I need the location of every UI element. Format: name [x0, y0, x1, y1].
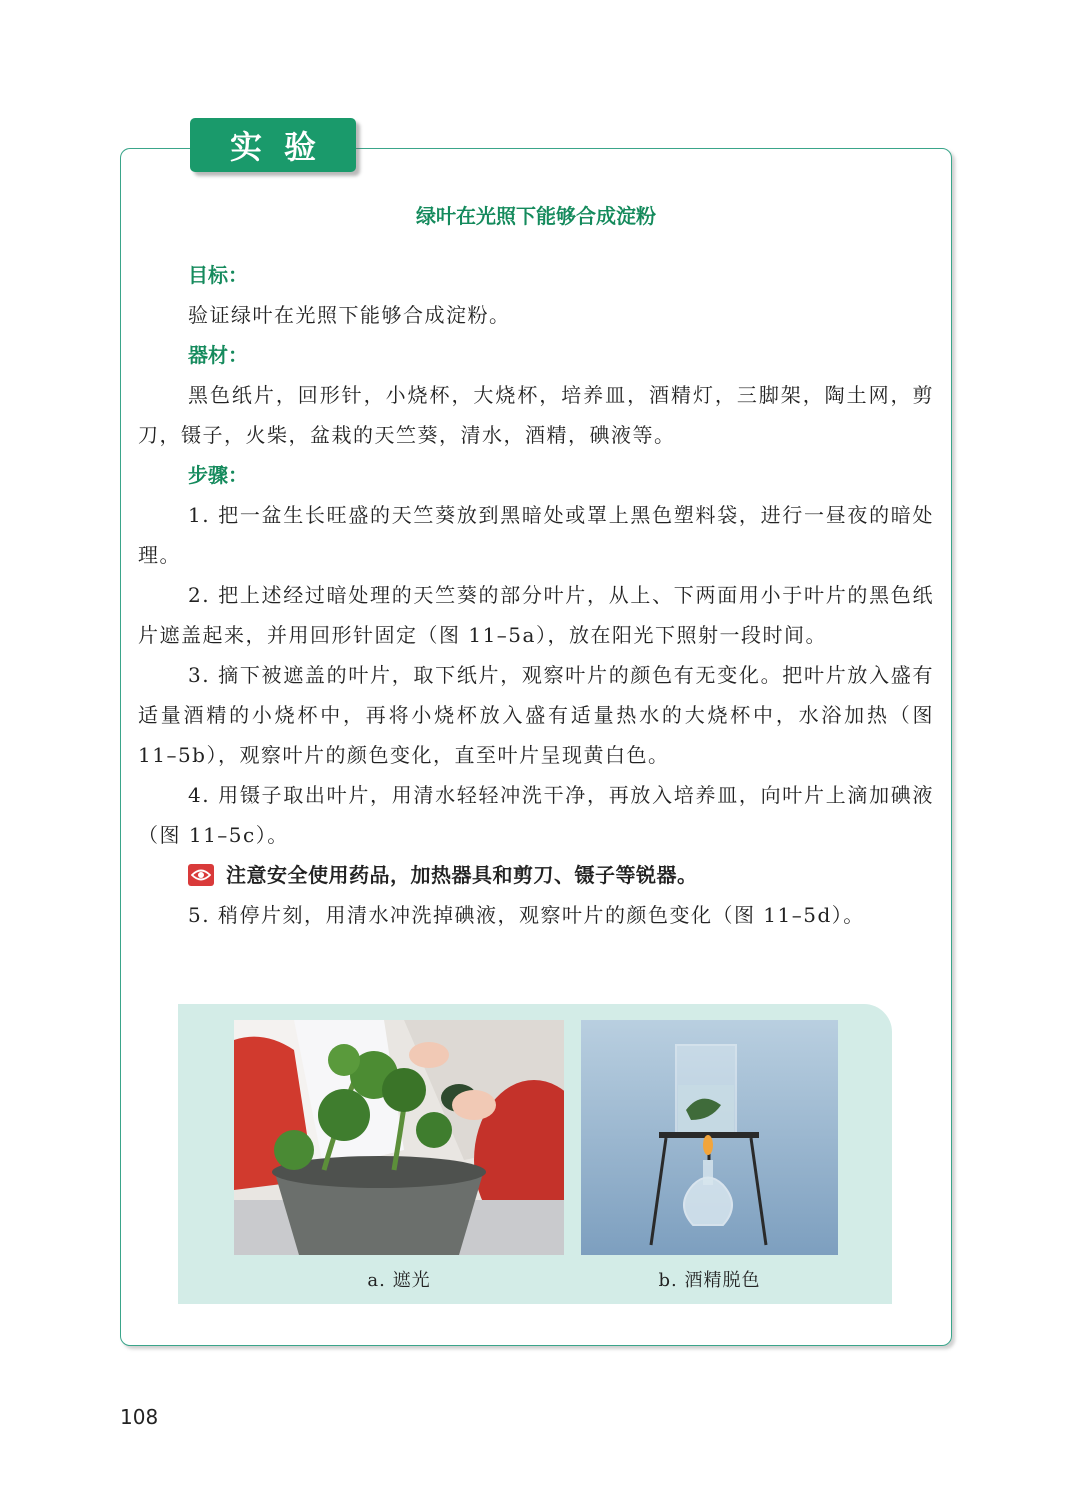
goal-text: 验证绿叶在光照下能够合成淀粉。 — [188, 303, 511, 327]
potted-geranium-photo-icon — [234, 1020, 564, 1255]
eye-warning-icon — [188, 864, 214, 886]
experiment-tab: 实验 — [190, 118, 356, 172]
step-5: 5. 稍停片刻，用清水冲洗掉碘液，观察叶片的颜色变化（图 11–5d）。 — [188, 903, 865, 927]
materials-text: 黑色纸片，回形针，小烧杯，大烧杯，培养皿，酒精灯，三脚架，陶土网，剪刀，镊子，火柴，盆栽的天竺葵，清水，酒精，碘液等。 — [138, 383, 934, 447]
figure-a-caption: a. 遮光 — [367, 1270, 431, 1291]
figure-b-caption: b. 酒精脱色 — [658, 1270, 761, 1291]
experiment-title: 绿叶在光照下能够合成淀粉 — [416, 204, 656, 228]
materials-heading: 器材： — [188, 343, 248, 367]
step-2: 2. 把上述经过暗处理的天竺葵的部分叶片，从上、下两面用小于叶片的黑色纸片遮盖起来，并用回形针固定（图 11–5a），放在阳光下照射一段时间。 — [138, 583, 934, 647]
step-1: 1. 把一盆生长旺盛的天竺葵放到黑暗处或罩上黑色塑料袋，进行一昼夜的暗处理。 — [138, 503, 934, 567]
steps-heading: 步骤： — [188, 463, 248, 487]
safety-warning-text: 注意安全使用药品，加热器具和剪刀、镊子等锐器。 — [226, 863, 698, 887]
goal-heading: 目标： — [188, 263, 248, 287]
step-3: 3. 摘下被遮盖的叶片，取下纸片，观察叶片的颜色有无变化。把叶片放入盛有适量酒精的小烧杯中，再将小烧杯放入盛有适量热水的大烧杯中，水浴加热（图 11–5b），观察叶片的颜色变化，直至叶片呈现黄白色。 — [138, 663, 934, 767]
beaker-alcohol-lamp-photo-icon — [581, 1020, 838, 1255]
safety-warning — [138, 855, 934, 895]
page-number: 108 — [120, 1405, 159, 1429]
step-4: 4. 用镊子取出叶片，用清水轻轻冲洗干净，再放入培养皿，向叶片上滴加碘液（图 11–5c）。 — [138, 783, 934, 847]
experiment-body — [138, 255, 934, 935]
